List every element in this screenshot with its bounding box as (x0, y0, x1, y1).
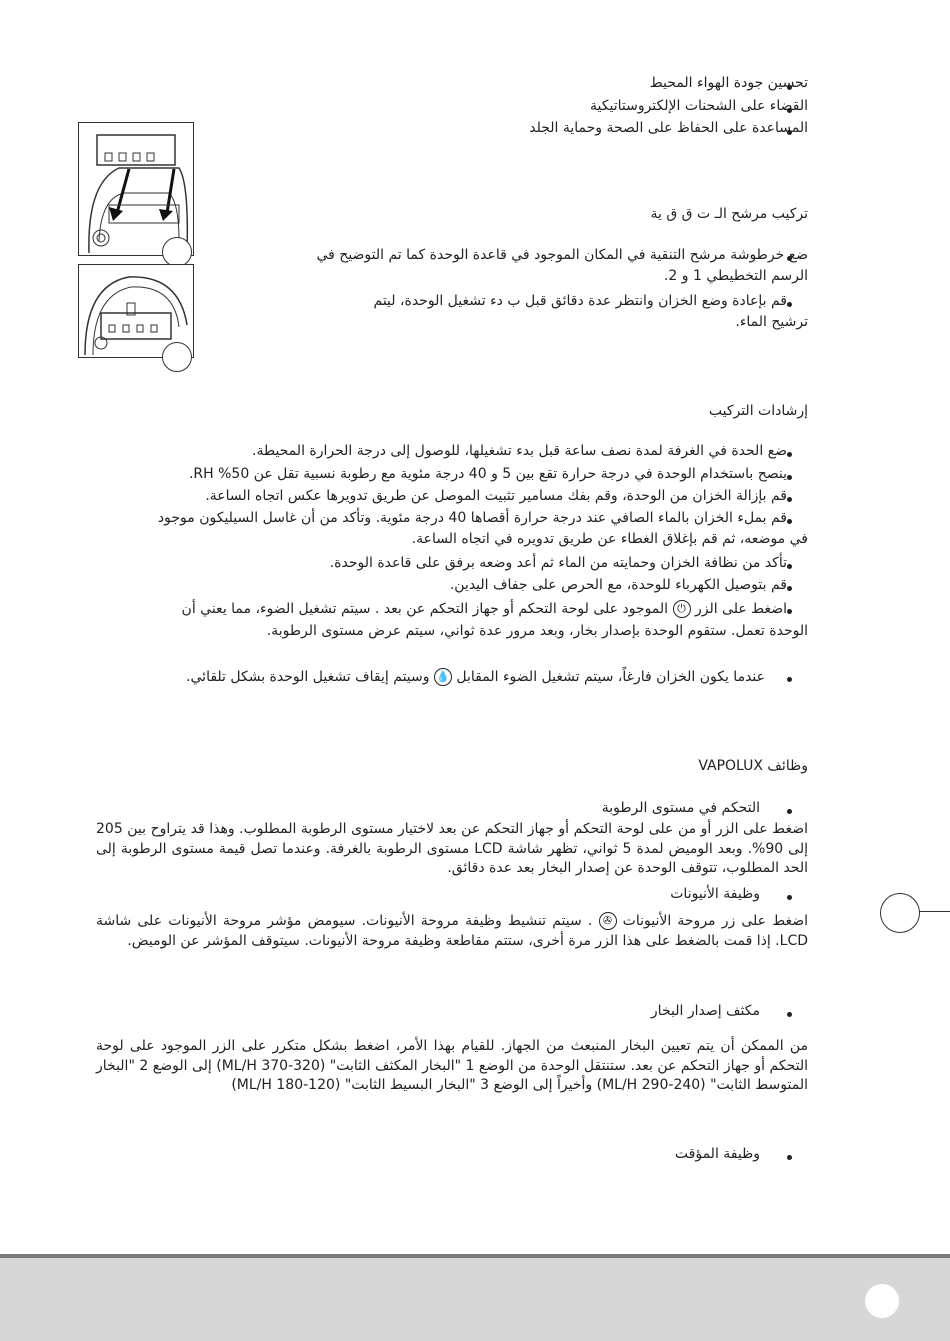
install-bullet-4-line-1: قم بملء الخزان بالماء الصافي عند درجة حرارة أقصاها 40 درجة مئوية. وتأكد من أن غاسل السيليكون موجود (157, 510, 787, 526)
bullet-dot (787, 586, 792, 591)
steam-title: مكثف إصدار البخار (650, 1003, 760, 1019)
ion-text-a: اضغط على زر مروحة الأنيونات (622, 913, 809, 929)
bullet-dot (787, 302, 792, 307)
install-bullet-5: تأكد من نظافة الخزان وحمايته من الماء ثم أعد وضعه برفق على قاعدة الوحدة. (329, 555, 787, 571)
section-marker-circle (880, 893, 920, 933)
bullet-dot (787, 564, 792, 569)
install-bullet-2: ينصح باستخدام الوحدة في درجة حرارة تقع بين 5 و 40 درجة مئوية مع رطوبة نسبية تقل عن 50% RH. (188, 466, 787, 482)
filter-diagram-1 (78, 122, 194, 256)
filter-bullet-2-line-2: ترشيح الماء. (735, 314, 808, 330)
humidity-title: التحكم في مستوى الرطوبة (601, 800, 760, 816)
install-bullet-4-line-2: في موضعه، ثم قم بإغلاق الغطاء عن طريق تدويره في اتجاه الساعة. (411, 531, 808, 547)
bullet-dot (787, 1012, 792, 1017)
filter-bullet-1-line-2: الرسم التخطيطي 1 و 2. (663, 268, 808, 284)
install-bullet-3: قم بإزالة الخزان من الوحدة، وقم بفك مسامير تثبيت الموصل عن طريق تدويرها عكس اتجاه الساعة. (205, 488, 787, 504)
top-bullet-1: تحسين جودة الهواء المحيط (649, 75, 808, 91)
bullet-dot (787, 677, 792, 682)
install-bullet-8-text-a: عندما يكون الخزان فارغاً، سيتم تشغيل الضوء المقابل (456, 669, 765, 685)
ion-title: وظيفة الأنيونات (670, 886, 760, 902)
bullet-dot (787, 497, 792, 502)
footer-divider (0, 1254, 950, 1258)
bullet-dot (787, 895, 792, 900)
filter-bullet-1-line-1: ضع خرطوشة مرشح التنقية في المكان الموجود في قاعدة الوحدة كما تم التوضيح في (316, 247, 808, 263)
steam-text: من الممكن أن يتم تعيين البخار المنبعث من الجهاز. للقيام بهذا الأمر، اضغط بشكل متكرر على الزر الموجود على لوحة التحكم أو جهاز التحكم عن بعد. ستنتقل الوحدة من الوضع 1 "البخار المكثف الثابت" (320-370 ML/H) إلى الوضع 2 "البخار المتوسط الثابت" (240-290 ML/H) وأخيراً إلى الوضع 3 "البخار البسيط الثابت" (120-180 ML/H) (96, 1038, 809, 1093)
bullet-dot (787, 609, 792, 614)
power-button-icon: ⏻ (673, 600, 691, 618)
bullet-dot (787, 452, 792, 457)
page-number-circle (865, 1284, 899, 1318)
install-bullet-7-text-a: اضغط على الزر (694, 601, 787, 617)
top-bullet-3: المساعدة على الحفاظ على الصحة وحماية الجلد (529, 120, 808, 136)
install-bullet-8-text-b: وسيتم إيقاف تشغيل الوحدة بشكل تلقائي. (186, 669, 430, 685)
filter-bullet-2-line-1: قم بإعادة وضع الخزان وانتظر عدة دقائق قبل ب دء تشغيل الوحدة، ليتم (373, 293, 787, 309)
bullet-dot (787, 809, 792, 814)
top-bullet-2: القضاء على الشحنات الإلكتروستاتيكية (590, 98, 808, 114)
filter-heading: تركيب مرشح الـ ت ق ق ية (650, 206, 808, 222)
install-bullet-7-text-b: الموجود على لوحة التحكم أو جهاز التحكم عن بعد . سيتم تشغيل الضوء، مما يعني أن (181, 601, 669, 617)
anion-fan-icon: ✇ (599, 912, 617, 930)
figure-1-number-circle (162, 237, 192, 267)
install-bullet-8 (186, 668, 765, 686)
humidity-text: اضغط على الزر أو من على لوحة التحكم أو جهاز التحكم عن بعد لاختيار مستوى الرطوبة المطلوب. وهذا قد يتراوح بين 205 إلى 90%. وبعد الوميض لمدة 5 ثواني، تظهر شاشة LCD مستوى الرطوبة بالغرفة. وعندما تصل قيمة مستوى الرطوبة إلى الحد المطلوب، تتوقف الوحدة عن إصدار البخار بعد عدة دقائق. (96, 821, 808, 876)
install-bullet-7-line-2: الوحدة تعمل. ستقوم الوحدة بإصدار بخار، وبعد مرور عدة ثواني، سيتم عرض مستوى الرطوبة. (266, 623, 808, 639)
section-marker-line (919, 911, 950, 912)
install-heading: إرشادات التركيب (708, 403, 808, 419)
functions-heading: وظائف VAPOLUX (698, 758, 808, 774)
bullet-dot (787, 1155, 792, 1160)
bullet-dot (787, 519, 792, 524)
figure-2-number-circle (162, 342, 192, 372)
ion-text-b: . سيتم تنشيط وظيفة مروحة الأنيونات. سيومض مؤشر مروحة الأنيونات على شاشة LCD. إذا قمت بالضغط على هذا الزر مرة أخرى، ستتم مقاطعة وظيفة مروحة الأنيونات. سيتوقف المؤشر عن الوميض. (96, 913, 808, 949)
install-bullet-6: قم بتوصيل الكهرباء للوحدة، مع الحرص على جفاف اليدين. (449, 577, 787, 593)
bullet-dot (787, 475, 792, 480)
ion-text (96, 912, 808, 951)
install-bullet-7-line-1 (182, 600, 787, 618)
page-footer (0, 1254, 950, 1341)
install-bullet-1: ضع الحدة في الغرفة لمدة نصف ساعة قبل بدء تشغيلها، للوصول إلى درجة الحرارة المحيطة. (252, 443, 787, 459)
timer-title: وظيفة المؤقت (674, 1146, 760, 1162)
water-drop-icon: 💧 (434, 668, 452, 686)
